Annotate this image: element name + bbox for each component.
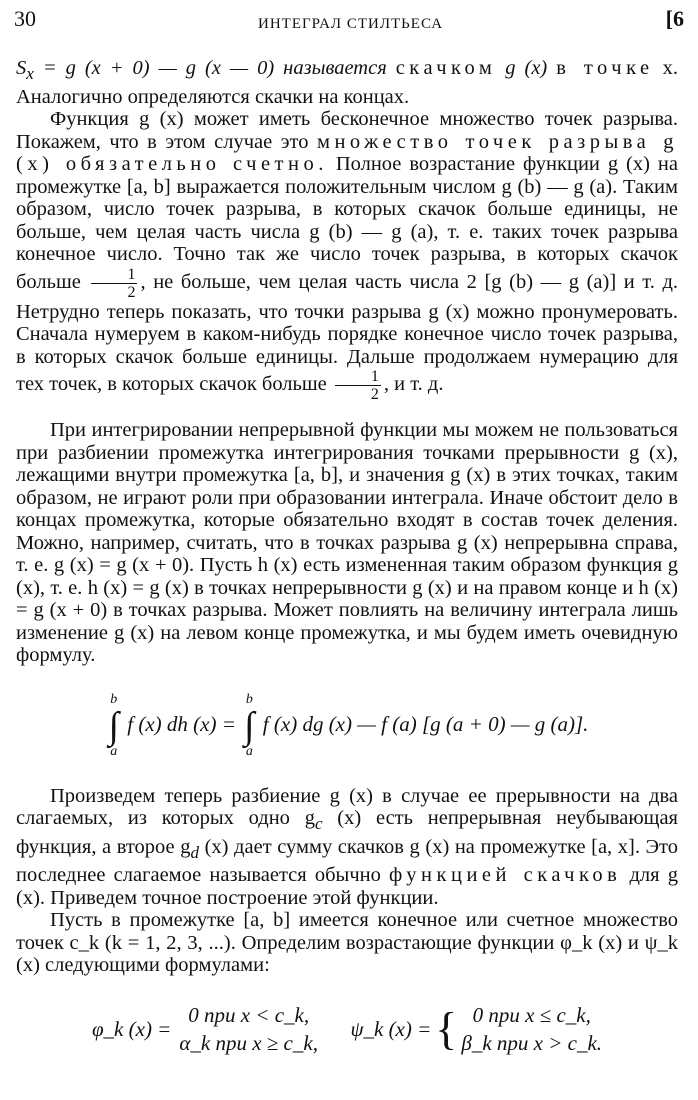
step-function-definitions [16, 1001, 678, 1057]
fraction-one-half: $\frac{1}{2}$ [91, 266, 137, 301]
paragraph-step-functions: Пусть в промежутке [a, b] имеется конечное или счетное множество точек c_k (k = 1, 2, 3, ...). Определим возрастающие функции φ_k (x) и ψ_k (x) следующими формулами: [16, 909, 678, 977]
psi-definition: ψ_k (x) = { 0 при x ≤ c_k, β_k при x > c_k. [350, 1002, 603, 1055]
integral-sign: b ∫ a [244, 691, 255, 759]
paragraph-jump-definition: $S_x = g$ (x + 0) — g (x — 0) называется скачком g (x) в точке x. Аналогично определяются скачки на концах. [16, 57, 678, 108]
page-body [16, 57, 678, 1057]
stieltjes-formula: b ∫ a f (x) dh (x) = b ∫ a f (x) dg (x) — f (a) [g (a + 0) — g (a)]. [108, 691, 589, 759]
paragraph-countable-discontinuities: Функция g (x) может иметь бесконечное множество точек разрыва. Покажем, что в этом случае это множество точек разрыва g (x) обязательно счетно. Полное возрастание функции g (x) на промежутке [a, b] выражается положительным числом g (b) — g (a). Таким образом, число точек разрыва, в которых скачок больше единицы, не больше, чем целая часть числа g (b) — g (a), т. е. таких точек разрыва конечное число. Точно так же число точек разрыва, в которых скачок больше $\frac{1}{2}$ , не больше, чем целая часть числа 2 [g (b) — g (a)] и т. д. Нетрудно теперь показать, что точки разрыва g (x) можно пронумеровать. Сначала нумеруем в каком-нибудь порядке конечное число точек разрыва, в которых скачок больше единицы. Дальше продолжаем нумерацию для тех точек, в которых скачок больше $\frac{1}{2}$ , и т. д. [16, 108, 679, 404]
paragraph-decomposition: Произведем теперь разбиение g (x) в случае ее прерывности на два слагаемых, из которых одно $g_c$ (x) есть непрерывная неубывающая функция, а второе $g_d$ (x) дает сумму скачков g (x) на промежутке [a, x]. Это последнее слагаемое называется обычно функцией скачков для g (x). Приведем точное построение этой функции. [16, 784, 678, 909]
integral-sign: b ∫ a [108, 691, 119, 759]
fraction-one-half: $\frac{1}{2}$ [335, 368, 381, 403]
section-number: [6 [665, 6, 684, 31]
paragraph-right-continuity: При интегрировании непрерывной функции мы можем не пользоваться при разбиении промежутка интегрирования точками прерывности g (x), лежащими внутри промежутка [a, b], и значения g (x) в этих точках, таким образом, не играют роли при образовании интеграла. Иначе обстоит дело в концах промежутка, которые обязательно входят в состав точек деления. Можно, например, считать, что в точках разрыва g (x) непрерывна справа, т. е. g (x) = g (x + 0). Пусть h (x) есть измененная таким образом функция g (x), т. е. h (x) = g (x) в точках непрерывности g (x) и на правом конце и h (x) = g (x + 0) в точках разрыва. Может повлиять на величину интеграла лишь изменение g (x) на левом конце промежутка, и мы будем иметь очевидную формулу. [16, 419, 678, 667]
page-number: 30 [14, 6, 36, 31]
phi-definition: φ_k (x) = 0 при x < c_k, α_k при x ≥ c_k, [91, 1002, 318, 1055]
running-title: ИНТЕГРАЛ СТИЛТЬЕСА [258, 16, 444, 32]
